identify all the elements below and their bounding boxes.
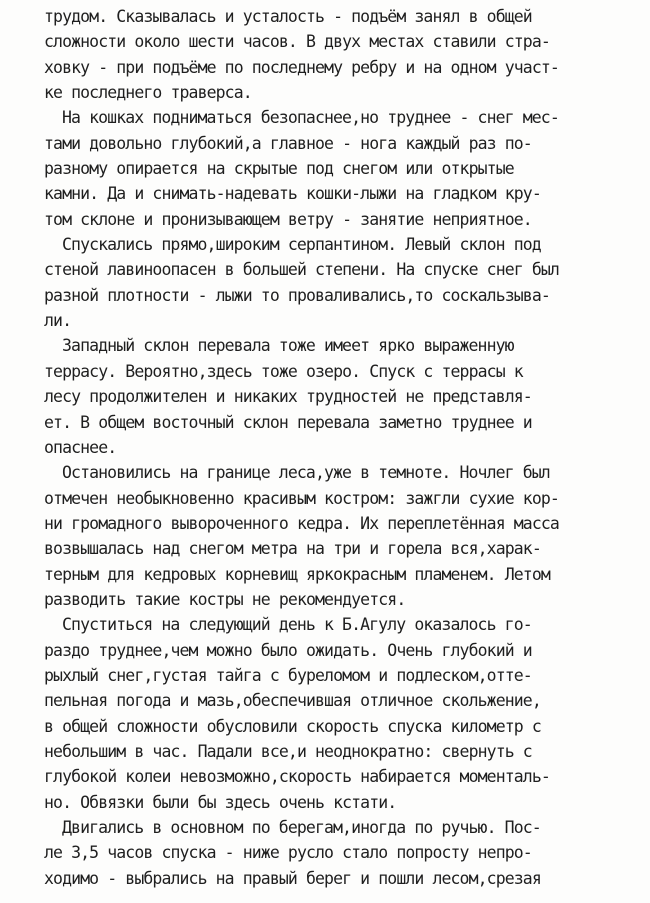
paragraph	[44, 612, 604, 815]
text-line: раздо труднее,чем можно было ожидать. Очень глубокий и	[44, 640, 532, 660]
text-line: Спускались прямо,широким серпантином. Левый склон под	[62, 235, 541, 255]
body-text	[44, 4, 604, 891]
text-line: Спуститься на следующий день к Б.Агулу оказалось го-	[62, 615, 532, 635]
text-line: ховку - при подъёме по последнему ребру и на одном участ-	[44, 57, 559, 77]
text-line: Остановились на границе леса,уже в темноте. Ночлег был	[62, 463, 550, 483]
text-line: рыхлый снег,густая тайга с буреломом и подлеском,отте-	[44, 665, 532, 685]
text-line: На кошках подниматься безопаснее,но труднее - снег мес-	[62, 108, 559, 128]
text-line: небольшим в час. Падали все,и неоднократно: свернуть с	[44, 741, 532, 761]
text-line: террасу. Вероятно,здесь тоже озеро. Спуск с террасы к	[44, 361, 523, 381]
text-line: камни. Да и снимать-надевать кошки-лыжи на гладком кру-	[44, 184, 541, 204]
text-line: разному опирается на скрытые под снегом или открытые	[44, 159, 514, 179]
text-line: ле 3,5 часов спуска - ниже русло стало попросту непро-	[44, 843, 532, 863]
text-line: тами довольно глубокий,а главное - нога каждый раз по-	[44, 133, 532, 153]
text-line: разводить такие костры не рекомендуется.	[44, 589, 406, 609]
text-line: ли.	[44, 311, 72, 331]
text-line: разной плотности - лыжи то проваливались,то соскальзыва-	[44, 285, 550, 305]
text-line: отмечен необыкновенно красивым костром: зажгли сухие кор-	[44, 488, 559, 508]
paragraph	[44, 232, 604, 333]
text-line: том склоне и пронизывающем ветру - занятие неприятное.	[44, 209, 532, 229]
text-line: трудом. Сказывалась и усталость - подъём занял в общей	[44, 7, 532, 26]
paragraph	[44, 4, 604, 105]
text-line: Западный склон перевала тоже имеет ярко выраженную	[62, 336, 514, 356]
text-line: сложности около шести часов. В двух местах ставили стра-	[44, 32, 550, 52]
paragraph	[44, 815, 604, 891]
paragraph	[44, 460, 604, 612]
text-line: стеной лавиноопасен в большей степени. На спуске снег был	[44, 260, 559, 280]
text-line: пельная погода и мазь,обеспечившая отличное скольжение,	[44, 691, 541, 711]
text-line: опаснее.	[44, 437, 117, 457]
text-line: глубокой колеи невозможно,скорость набирается моменталь-	[44, 767, 550, 787]
paragraph	[44, 105, 604, 232]
text-line: лесу продолжителен и никаких трудностей не представля-	[44, 387, 532, 407]
text-line: в общей сложности обусловили скорость спуска километр с	[44, 716, 541, 736]
text-line: терным для кедровых корневищ яркокрасным пламенем. Летом	[44, 564, 550, 584]
text-line: ке последнего траверса.	[44, 83, 252, 103]
text-line: но. Обвязки были бы здесь очень кстати.	[44, 792, 397, 812]
paragraph	[44, 333, 604, 460]
text-line: ет. В общем восточный склон перевала заметно труднее и	[44, 412, 532, 432]
text-line: Двигались в основном по берегам,иногда по ручью. Пос-	[62, 818, 541, 837]
text-line: возвышалась над снегом метра на три и горела вся,харак-	[44, 539, 541, 559]
text-line: ни громадного вывороченного кедра. Их переплетённая масса	[44, 513, 559, 533]
text-line: ходимо - выбрались на правый берег и пошли лесом,срезая	[44, 868, 541, 888]
